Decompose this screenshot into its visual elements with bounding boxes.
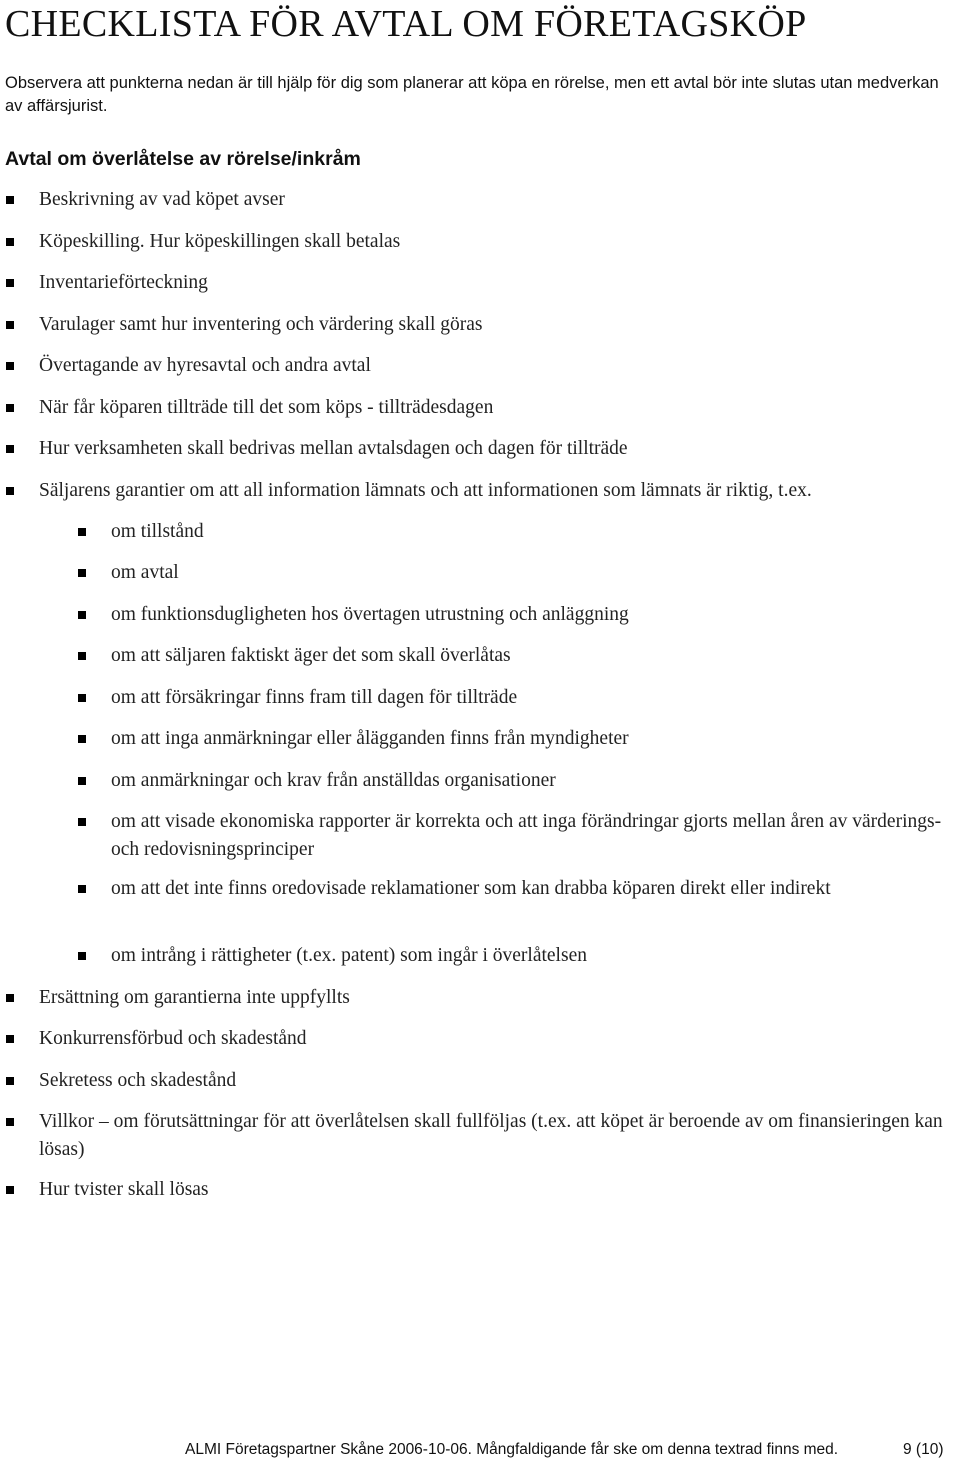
square-bullet-icon xyxy=(6,279,14,287)
list-item xyxy=(39,1025,954,1053)
list-item-text: Varulager samt hur inventering och värdering skall göras xyxy=(39,314,483,335)
intro-paragraph: Observera att punkterna nedan är till hjälp för dig som planerar att köpa en rörelse, men ett avtal bör inte slutas utan medverkan av affärsjurist. xyxy=(5,74,939,115)
sub-list-item xyxy=(111,942,951,970)
document-title: CHECKLISTA FÖR AVTAL OM FÖRETAGSKÖP xyxy=(5,3,807,45)
list-item-text: Inventarieförteckning xyxy=(39,272,208,293)
square-bullet-icon xyxy=(6,321,14,329)
list-item-text: om funktionsdugligheten hos övertagen utrustning och anläggning xyxy=(111,604,629,625)
list-item xyxy=(39,477,954,505)
list-item xyxy=(39,435,954,463)
square-bullet-icon xyxy=(78,611,86,619)
square-bullet-icon xyxy=(78,694,86,702)
list-item xyxy=(39,1108,954,1164)
list-item-text: Sekretess och skadestånd xyxy=(39,1070,237,1091)
sub-list-item xyxy=(111,684,951,712)
list-item-text: När får köparen tillträde till det som köps - tillträdesdagen xyxy=(39,397,494,418)
page-footer: ALMI Företagspartner Skåne 2006-10-06. Mångfaldigande får ske om denna textrad finns med. xyxy=(185,1441,839,1458)
list-item-text: om att inga anmärkningar eller ålägganden finns från myndigheter xyxy=(111,728,629,749)
square-bullet-icon xyxy=(78,528,86,536)
list-item-text: Ersättning om garantierna inte uppfyllts xyxy=(39,987,350,1008)
list-item xyxy=(39,269,954,297)
list-item-text: om tillstånd xyxy=(111,521,204,542)
list-item-text: om att försäkringar finns fram till dagen för tillträde xyxy=(111,687,518,708)
square-bullet-icon xyxy=(6,196,14,204)
list-item xyxy=(39,1067,954,1095)
square-bullet-icon xyxy=(78,652,86,660)
list-item-text: Hur verksamheten skall bedrivas mellan avtalsdagen och dagen för tillträde xyxy=(39,438,628,459)
list-item-text: om intrång i rättigheter (t.ex. patent) som ingår i överlåtelsen xyxy=(111,945,587,966)
sub-list-item xyxy=(111,601,951,629)
square-bullet-icon xyxy=(6,1186,14,1194)
list-item xyxy=(39,984,954,1012)
square-bullet-icon xyxy=(6,994,14,1002)
section-heading: Avtal om överlåtelse av rörelse/inkråm xyxy=(5,148,361,170)
sub-list-item xyxy=(111,875,951,903)
sub-list-item xyxy=(111,642,951,670)
list-item xyxy=(39,228,954,256)
square-bullet-icon xyxy=(78,569,86,577)
list-item-text: Säljarens garantier om att all information lämnats och att informationen som lämnats är riktig, t.ex. xyxy=(39,480,812,501)
list-item-text: Övertagande av hyresavtal och andra avtal xyxy=(39,355,371,376)
list-item-text: om att visade ekonomiska rapporter är korrekta och att inga förändringar gjorts mellan åren av värderings- och redovisningsprinciper xyxy=(111,811,942,860)
sub-list-item xyxy=(111,808,951,864)
list-item-text: om att det inte finns oredovisade reklamationer som kan drabba köparen direkt eller indirekt xyxy=(111,878,831,899)
square-bullet-icon xyxy=(6,445,14,453)
square-bullet-icon xyxy=(78,885,86,893)
square-bullet-icon xyxy=(78,777,86,785)
square-bullet-icon xyxy=(6,362,14,370)
square-bullet-icon xyxy=(78,818,86,826)
square-bullet-icon xyxy=(6,238,14,246)
list-item-text: Villkor – om förutsättningar för att överlåtelsen skall fullföljas (t.ex. att köpet är beroende av om finansieringen kan lösas) xyxy=(39,1111,943,1160)
list-item-text: om att säljaren faktiskt äger det som skall överlåtas xyxy=(111,645,511,666)
footer-divider xyxy=(185,1436,955,1437)
list-item xyxy=(39,1176,954,1204)
list-item-text: Beskrivning av vad köpet avser xyxy=(39,189,285,210)
page-number: 9 (10) xyxy=(903,1441,944,1458)
list-item-text: om avtal xyxy=(111,562,179,583)
square-bullet-icon xyxy=(6,1077,14,1085)
list-item-text: Hur tvister skall lösas xyxy=(39,1179,209,1200)
square-bullet-icon xyxy=(6,487,14,495)
sub-list-item xyxy=(111,559,951,587)
square-bullet-icon xyxy=(78,952,86,960)
list-item-text: om anmärkningar och krav från anställdas organisationer xyxy=(111,770,556,791)
list-item-text: Köpeskilling. Hur köpeskillingen skall betalas xyxy=(39,231,401,252)
list-item xyxy=(39,186,954,214)
list-item xyxy=(39,352,954,380)
square-bullet-icon xyxy=(6,1035,14,1043)
list-item xyxy=(39,311,954,339)
square-bullet-icon xyxy=(6,404,14,412)
list-item-text: Konkurrensförbud och skadestånd xyxy=(39,1028,307,1049)
square-bullet-icon xyxy=(6,1118,14,1126)
square-bullet-icon xyxy=(78,735,86,743)
sub-list-item xyxy=(111,518,951,546)
sub-list-item xyxy=(111,725,951,753)
sub-list-item xyxy=(111,767,951,795)
list-item xyxy=(39,394,954,422)
